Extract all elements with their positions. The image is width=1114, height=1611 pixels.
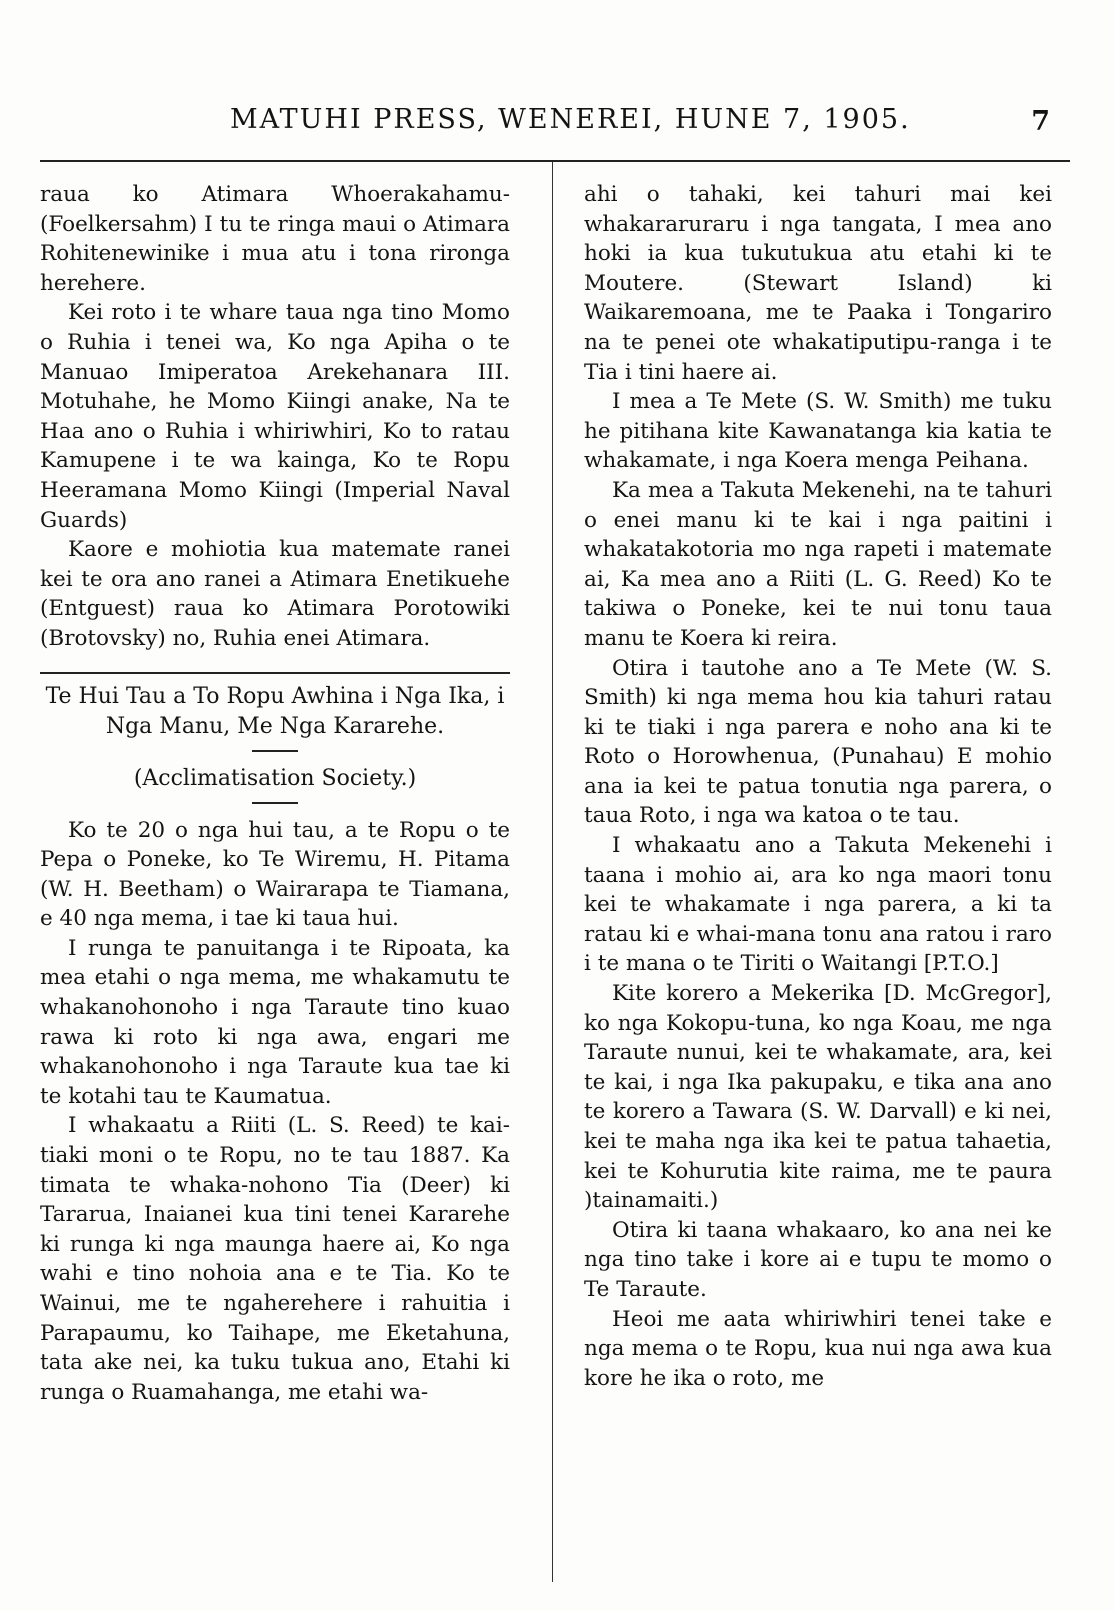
page-header: [40, 100, 1070, 142]
article-paragraph: I whakaatu a Riiti (L. S. Reed) te kai-tiaki moni o te Ropu, no te tau 1887. Ka timata te whaka-nohono Tia (Deer) ki Tararua, Inaianei kua tini tenei Kararehe ki runga ki nga maunga haere ai, Ko nga wahi e tino nohoia ana e te Tia. Ko te Wainui, me te ngaherehere i rahuitia i Parapaumu, ko Taihape, me Eketahuna, tata ake nei, ka tuku tukua ano, Etahi ki runga o Ruamahanga, me etahi wa-: [40, 1113, 510, 1405]
article-paragraph: raua ko Atimara Whoerakahamu-(Foelkersahm) I tu te ringa maui o Atimara Rohitenewinike i mua atu i tona rironga herehere.: [40, 182, 510, 296]
right-column: [584, 180, 1052, 1393]
article-paragraph: ahi o tahaki, kei tahuri mai kei whakararuraru i nga tangata, I mea ano hoki ia kua tukutukua atu etahi ki te Moutere. (Stewart Island) ki Waikaremoana, me te Paaka i Tongariro na te penei ote whakatiputipu-ranga i te Tia i tini haere ai.: [584, 182, 1052, 385]
header-rule: [40, 160, 1070, 162]
short-rule: [252, 802, 298, 804]
left-column: [40, 180, 510, 1407]
newspaper-header-title: MATUHI PRESS, WENEREI, HUNE 7, 1905.: [230, 104, 911, 135]
article-paragraph: Heoi me aata whiriwhiri tenei take e nga mema o te Ropu, kua nui nga awa kua kore he ika o roto, me: [584, 1306, 1052, 1391]
article-paragraph: Ka mea a Takuta Mekenehi, na te tahuri o enei manu ki te kai i nga paitini i whakatakotoria mo nga rapeti i matemate ai, Ka mea ano a Riiti (L. G. Reed) Ko te takiwa o Poneke, kei te nui tonu taua manu te Koera ki reira.: [584, 477, 1052, 651]
article-paragraph: I runga te panuitanga i te Ripoata, ka mea etahi o nga mema, me whakamutu te whakanohonoho i nga Taraute tino kuao rawa ki roto ki nga awa, engari me whakanohonoho i nga Taraute kua tae ki te kotahi tau te Kaumatua.: [40, 935, 510, 1109]
section-rule: [40, 672, 510, 674]
article-paragraph: Otira i tautohe ano a Te Mete (W. S. Smith) ki nga mema hou kia tahuri ratau ki te tiaki i nga parera e noho ana ki te Roto o Horowhenua, (Punahau) E mohio ana ia kei te patua tonutia nga parera, o taua Roto, i nga wa katoa o te tau.: [584, 655, 1052, 829]
article-paragraph: Kaore e mohiotia kua matemate ranei kei te ora ano ranei a Atimara Enetikuehe (Entguest) raua ko Atimara Porotowiki (Brotovsky) no, Ruhia enei Atimara.: [40, 537, 510, 651]
page-number: 7: [1031, 106, 1050, 137]
column-divider: [552, 162, 553, 1582]
article-paragraph: Ko te 20 o nga hui tau, a te Ropu o te Pepa o Poneke, ko Te Wiremu, H. Pitama (W. H. Beetham) o Wairarapa te Tiamana, e 40 nga mema, i tae ki taua hui.: [40, 817, 510, 932]
article-paragraph: Kei roto i te whare taua nga tino Momo o Ruhia i tenei wa, Ko nga Apiha o te Manuao Imiperatoa Arekehanara III. Motuhahe, he Momo Kiingi anake, Na te Haa ano o Ruhia i whiriwhiri, Ko to ratau Kamupene i te wa kainga, Ko te Ropu Heeramana Momo Kiingi (Imperial Naval Guards): [40, 300, 510, 533]
section-heading: Te Hui Tau a To Ropu Awhina i Nga Ika, i Nga Manu, Me Nga Kararehe.: [45, 683, 505, 739]
article-paragraph: Kite korero a Mekerika [D. McGregor], ko nga Kokopu-tuna, ko nga Koau, me nga Taraute nunui, kei te whakamate, ara, kei te kai, i nga Ika pakupaku, e tika ana ano te korero a Tawara (S. W. Darvall) e ki nei, kei te maha nga ika kei te patua tahaetia, kei te Kohurutia kite raima, me te paura )tainamaiti.): [584, 981, 1052, 1214]
article-paragraph: I mea a Te Mete (S. W. Smith) me tuku he pitihana kite Kawanatanga kia katia te whakamate, i nga Koera menga Peihana.: [584, 389, 1052, 474]
article-paragraph: Otira ki taana whakaaro, ko ana nei ke nga tino take i kore ai e tupu te momo o Te Taraute.: [584, 1217, 1052, 1302]
section-subheading: (Acclimatisation Society.): [133, 765, 417, 791]
short-rule: [252, 750, 298, 752]
article-paragraph: I whakaatu ano a Takuta Mekenehi i taana i mohio ai, ara ko nga maori tonu kei te whakamate i nga parera, a ki ta ratau ki e whai-mana tonu ana ratou i raro i te mana o te Tiriti o Waitangi [P.T.O.]: [584, 833, 1052, 977]
